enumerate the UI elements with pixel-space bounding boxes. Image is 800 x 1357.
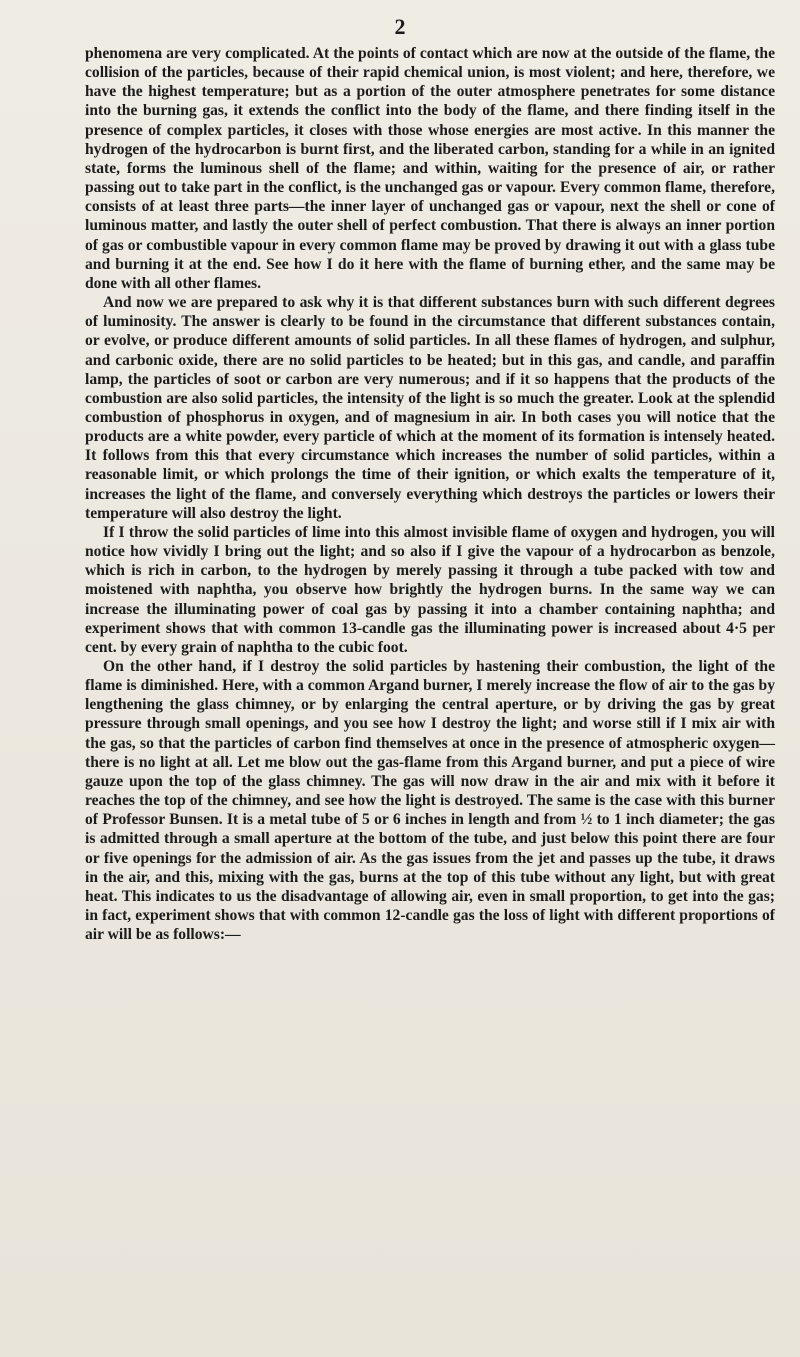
paragraph-destroying-light: On the other hand, if I destroy the solid particles by hastening their combustion, the light of the flame is diminished. Here, with a common Argand burner, I merely increase the flow of air to the gas by lengthening the glass chimney, or by enlarging the central aperture, or by driving the gas by great pressure through small openings, and you see how I destroy the light; and worse still if I mix air with the gas, so that the particles of carbon find themselves at once in the presence of atmospheric oxygen—there is no light at all. Let me blow out the gas-flame from this Argand burner, and put a piece of wire gauze upon the top of the glass chimney. The gas will now draw in the air and mix with it before it reaches the top of the chimney, and see how the light is destroyed. The same is the case with this burner of Professor Bunsen. It is a metal tube of 5 or 6 inches in length and from ½ to 1 inch diameter; the gas is admitted through a small aperture at the bottom of the tube, and just below this point there are four or five openings for the admission of air. As the gas issues from the jet and passes up the tube, it draws in the air, and this, mixing with the gas, burns at the top of this tube without any light, but with great heat. This indicates to us the disadvantage of allowing air, even in small proportion, to get into the gas; in fact, experiment shows that with common 12-candle gas the loss of light with different proportions of air will be as follows:—	[85, 658, 775, 944]
paragraph-solid-particles: If I throw the solid particles of lime into this almost invisible flame of oxygen and hydrogen, you will notice how vividly I bring out the light; and so also if I give the vapour of a hydrocarbon as benzole, which is rich in carbon, to the hydrogen by merely passing it through a tube packed with tow and moistened with naphtha, you observe how brightly the hydrogen burns. In the same way we can increase the illuminating power of coal gas by passing it into a chamber containing naphtha; and experiment shows that with common 13-candle gas the illuminating power is increased about 4·5 per cent. by every grain of naphtha to the cubic foot.	[85, 523, 775, 656]
paragraph-luminosity: And now we are prepared to ask why it is that different substances burn with such different degrees of luminosity. The answer is clearly to be found in the circumstance that different substances contain, or evolve, or produce different amounts of solid particles. In all these flames of hydrogen, and sulphur, and carbonic oxide, there are no solid particles to be heated; but in this gas, and candle, and paraffin lamp, the particles of soot or carbon are very numerous; and if it so happens that the products of the combustion are also solid particles, the intensity of the light is so much the greater. Look at the splendid combustion of phosphorus in oxygen, and of magnesium in air. In both cases you will notice that the products are a white powder, every particle of which at the moment of its formation is intensely heated. It follows from this that every circumstance which increases the number of solid particles, within a reasonable limit, or which prolongs the time of their ignition, or which exalts the temperature of it, increases the light of the flame, and conversely everything which destroys the particles or lowers their temperature will also destroy the light.	[85, 294, 775, 522]
paragraph-flame-structure: phenomena are very complicated. At the points of contact which are now at the outside of the flame, the collision of the particles, because of their rapid chemical union, is most violent; and here, therefore, we have the highest temperature; but as a portion of the outer atmosphere penetrates for some distance into the burning gas, it extends the conflict into the body of the flame, and there finding itself in the presence of complex particles, it closes with those whose energies are most active. In this manner the hydrogen of the hydrocarbon is burnt first, and the liberated carbon, standing for a while in an ignited state, forms the luminous shell of the flame; and within, waiting for the presence of air, or rather passing out to take part in the conflict, is the unchanged gas or vapour. Every common flame, therefore, consists of at least three parts—the inner layer of unchanged gas or vapour, next the shell or cone of luminous matter, and lastly the outer shell of perfect combustion. That there is always an inner portion of gas or combustible vapour in every common flame may be proved by drawing it out with a glass tube and burning it at the end. See how I do it here with the flame of burning ether, and the same may be done with all other flames.	[85, 45, 775, 292]
page-number: 2	[394, 14, 406, 39]
body-text	[85, 44, 775, 944]
